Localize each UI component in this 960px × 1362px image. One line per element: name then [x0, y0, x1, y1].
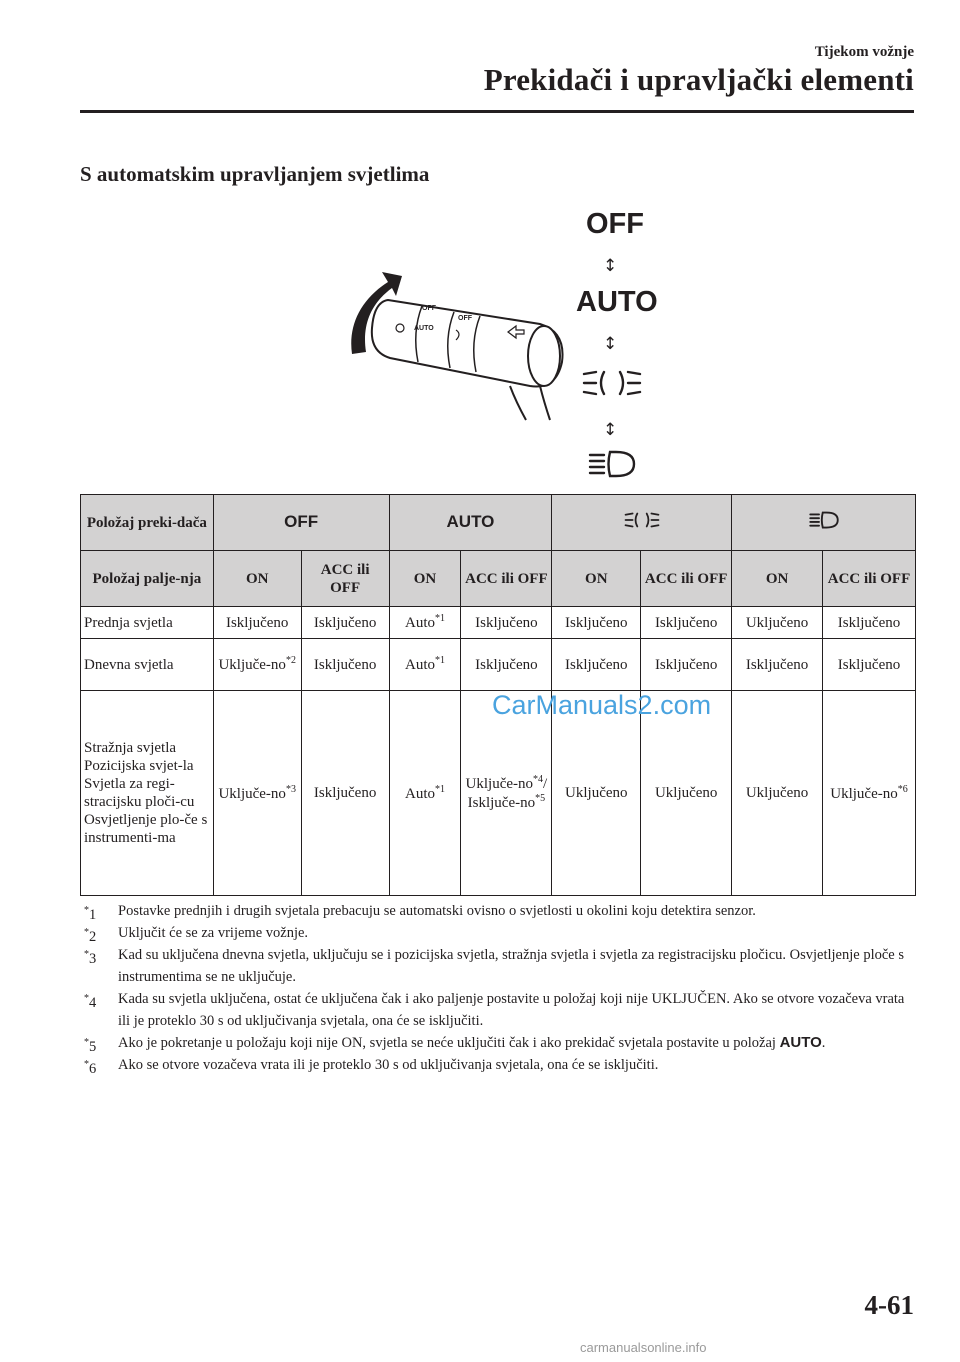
ignition-state: ACC ili OFF — [823, 551, 916, 607]
switch-position-label: Položaj preki-dača — [81, 495, 214, 551]
page-number: 4-61 — [864, 1290, 914, 1320]
switch-position-parking — [552, 495, 732, 551]
header-rule — [80, 110, 914, 113]
ignition-state: ACC ili OFF — [301, 551, 389, 607]
auto-symbol: AUTO — [779, 1034, 822, 1051]
switch-position-auto: AUTO — [389, 495, 552, 551]
ignition-state: ON — [389, 551, 461, 607]
watermark: CarManuals2.com — [492, 690, 712, 720]
table-cell: Uključeno — [552, 691, 641, 896]
table-cell: Auto$^{*1}$ — [389, 639, 461, 691]
footnote: *5 Ako je pokretanje u položaju koji nije ON, svjetla se neće uključiti čak i ako prekidač svjetala postavite u položaj AUTO. — [84, 1034, 826, 1055]
switch-position-off: OFF — [213, 495, 389, 551]
footnote: *4 Kada su svjetla uključena, ostat će uključena čak i ako paljenje postavite u položaj koji nije UKLJUČEN. Ako se otvore vozačeva vrata ili je proteklo 30 s od uključivanja svjetala, ona će se isključiti. — [84, 991, 905, 1029]
row-label-rear-lights: Stražnja svjetla Pozicijska svjet-la Svjetla za regi-stracijsku ploči-cu Osvjetljenje plo-če s instrumenti-ma — [81, 691, 214, 896]
up-down-arrow-icon: ↕ — [603, 420, 618, 440]
table-cell: Uključeno — [732, 691, 823, 896]
breadcrumb: Tijekom vožnje — [814, 44, 914, 60]
table-cell: Isključeno — [301, 607, 389, 639]
table-row — [81, 607, 916, 639]
stalk-label-off: OFF — [422, 305, 436, 312]
footnote: *3 Kad su uključena dnevna svjetla, uključuju se i pozicijska svjetla, stražnja svjetla i svjetla za registracijsku pločicu. Osvjetljenje ploče s instrumentima se ne uključuje. — [84, 947, 904, 985]
headlights-icon — [588, 448, 636, 480]
table-cell: Isključeno — [823, 639, 916, 691]
table-cell: Uključe-$no^{*6}$ — [823, 691, 916, 896]
up-down-arrow-icon: ↕ — [603, 256, 618, 276]
footnote: *1 Postavke prednjih i drugih svjetala prebacuju se automatski ovisno o svjetlosti u okolini koju detektira senzor. — [84, 903, 756, 923]
footnotes — [84, 900, 916, 1076]
footnote: *6 Ako se otvore vozačeva vrata ili je proteklo 30 s od uključivanja svjetala, ona će se isključiti. — [84, 1057, 659, 1077]
table-cell: Isključeno — [461, 607, 552, 639]
up-down-arrow-icon: ↕ — [603, 334, 618, 354]
table-cell: Isključeno — [461, 639, 552, 691]
ignition-state: ACC ili OFF — [461, 551, 552, 607]
ignition-position-label: Položaj palje-nja — [81, 551, 214, 607]
table-cell: Auto$^{*1}$ — [389, 607, 461, 639]
table-cell: Isključeno — [301, 639, 389, 691]
stalk-label-off-fog: OFF — [458, 315, 472, 322]
ignition-state: ON — [213, 551, 301, 607]
table-cell: Isključeno — [732, 639, 823, 691]
ignition-state: ON — [552, 551, 641, 607]
ignition-state: ACC ili OFF — [641, 551, 732, 607]
section-title: S automatskim upravljanjem svjetlima — [80, 162, 430, 186]
chapter-title: Prekidači i upravljački elementi — [483, 62, 914, 97]
parking-lights-icon — [623, 510, 661, 530]
switch-position-row — [81, 495, 916, 551]
footer-watermark: carmanualsonline.info — [580, 1340, 707, 1355]
table-cell: Isključeno — [552, 639, 641, 691]
table-cell: Isključeno — [641, 607, 732, 639]
table-cell: Isključeno — [552, 607, 641, 639]
row-label-front-lights: Prednja svjetla — [81, 607, 214, 639]
table-cell: Isključeno — [641, 639, 732, 691]
table-cell: Uključe-$no^{*4}/$ Isključe-$no^{*5}$ — [461, 691, 552, 896]
headlights-icon — [809, 510, 839, 530]
light-switch-stalk-illustration — [330, 262, 580, 422]
table-cell: Uključeno — [641, 691, 732, 896]
table-cell: Isključeno — [301, 691, 389, 896]
switch-position-headlights — [732, 495, 916, 551]
table-cell: Isključeno — [213, 607, 301, 639]
row-label-daytime-lights: Dnevna svjetla — [81, 639, 214, 691]
ignition-state: ON — [732, 551, 823, 607]
table-row — [81, 691, 916, 896]
position-auto-label: AUTO — [576, 286, 658, 318]
ignition-position-row — [81, 551, 916, 607]
table-cell: Uključe-$no^{*2}$ — [213, 639, 301, 691]
table-cell: Uključeno — [732, 607, 823, 639]
position-off-label: OFF — [586, 208, 644, 240]
table-cell: Isključeno — [823, 607, 916, 639]
table-row — [81, 639, 916, 691]
parking-lights-icon — [582, 366, 642, 400]
table-cell: Auto$^{*1}$ — [389, 691, 461, 896]
table-cell: Uključe-$no^{*3}$ — [213, 691, 301, 896]
footnote: *2 Uključit će se za vrijeme vožnje. — [84, 925, 309, 945]
stalk-label-auto: AUTO — [414, 325, 434, 332]
